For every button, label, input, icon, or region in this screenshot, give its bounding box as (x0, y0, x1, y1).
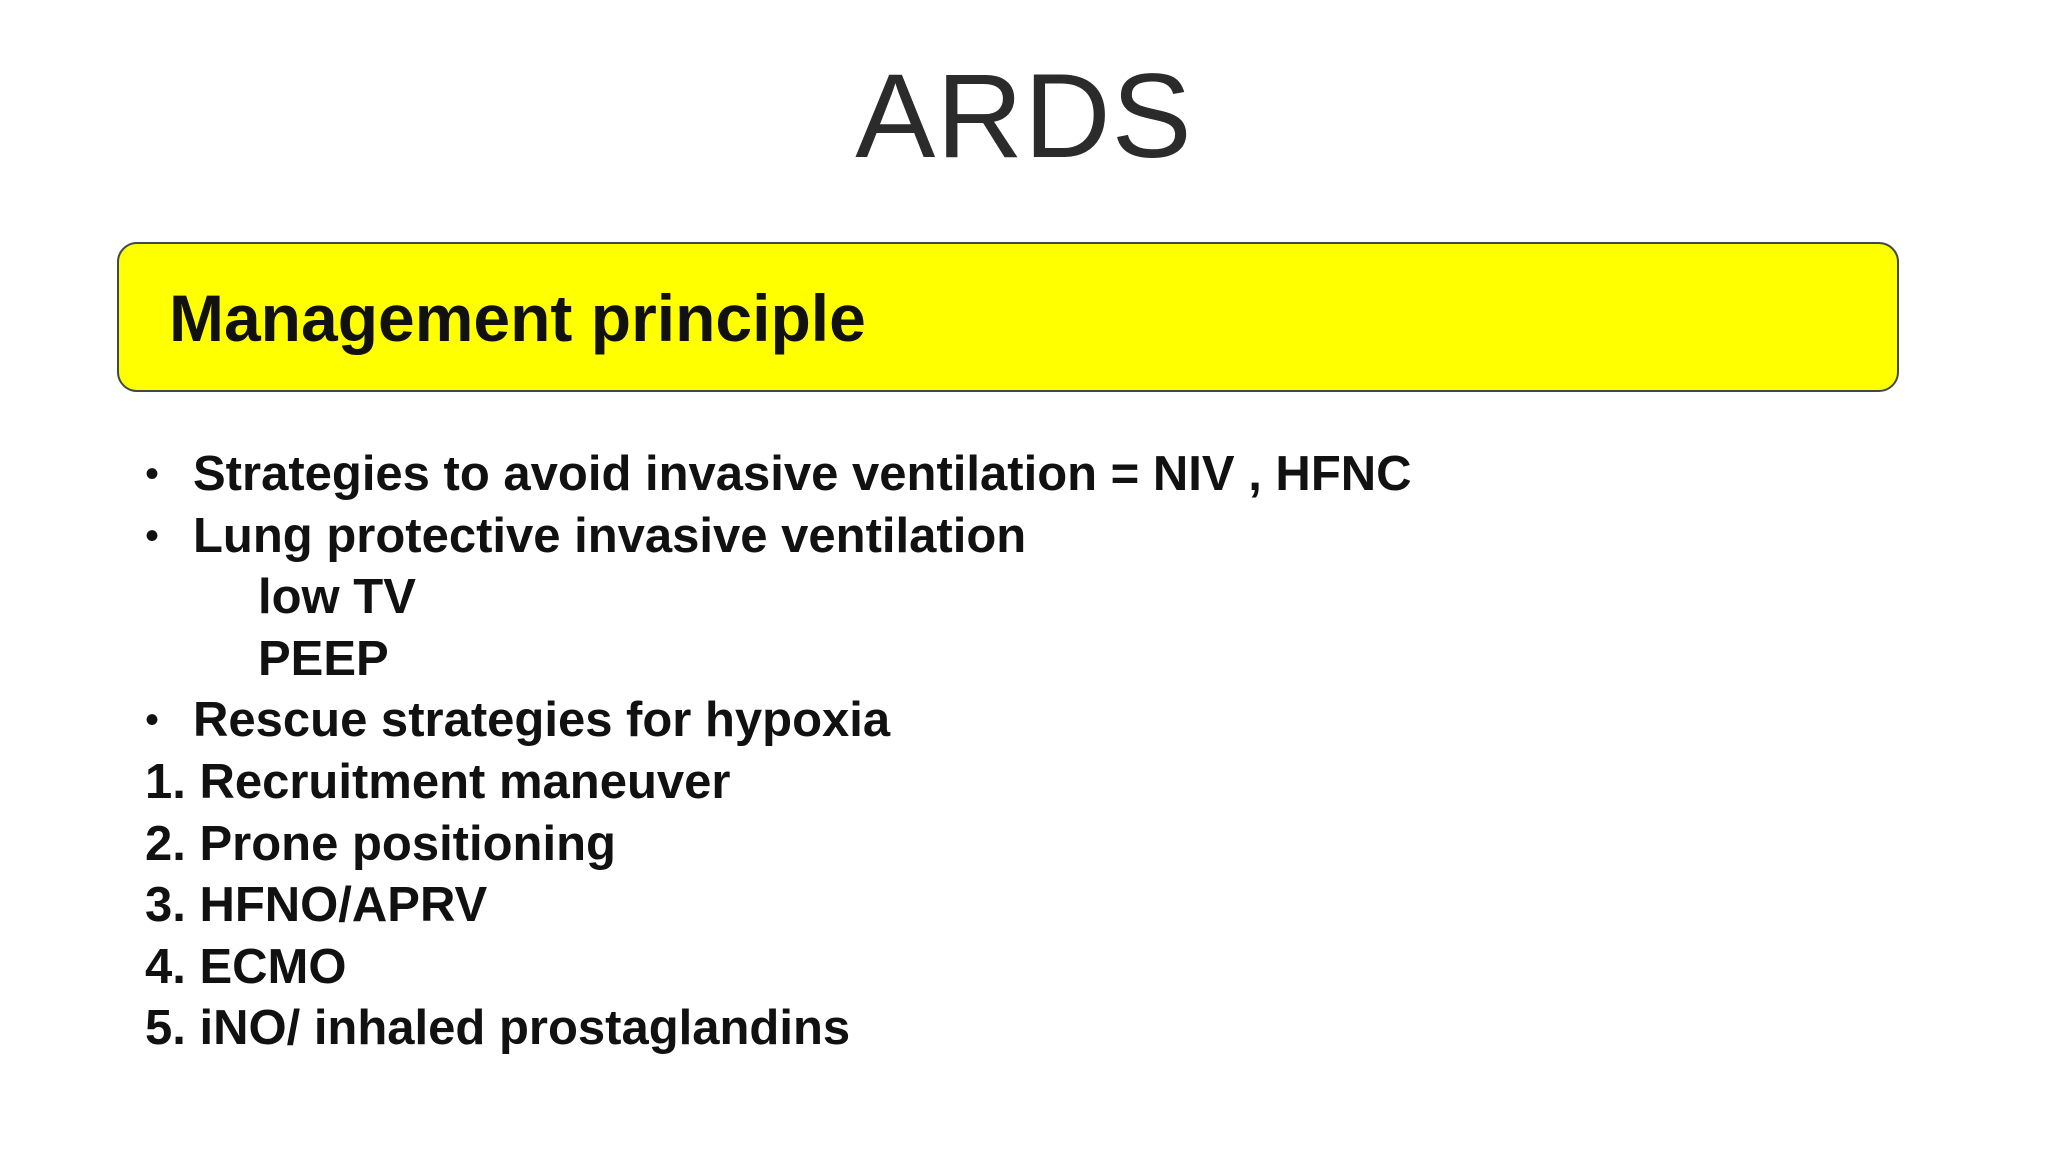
numbered-item: 5. iNO/ inhaled prostaglandins (145, 1001, 851, 1056)
slide-content (145, 444, 1945, 1060)
numbered-item: 4. ECMO (145, 939, 347, 994)
numbered-item: 2. Prone positioning (145, 816, 616, 871)
bullet-item (145, 690, 1945, 752)
section-banner (117, 242, 1899, 392)
bullet-item (145, 506, 1945, 568)
bullet-text: Lung protective invasive ventilation (193, 508, 1027, 563)
sub-item: low TV (258, 570, 416, 625)
bullet-text: Rescue strategies for hypoxia (193, 693, 891, 748)
bullet-marker: • (145, 452, 160, 496)
banner-heading: Management principle (169, 281, 866, 355)
bullet-item (145, 444, 1945, 506)
bullet-text: Strategies to avoid invasive ventilation = NIV , HFNC (193, 447, 1412, 501)
bullet-marker: • (145, 513, 160, 558)
bullet-marker: • (145, 698, 160, 743)
sub-item: PEEP (258, 631, 389, 686)
slide-title: ARDS (855, 49, 1193, 183)
numbered-item: 3. HFNO/APRV (145, 878, 488, 933)
numbered-item: 1. Recruitment maneuver (145, 754, 731, 809)
